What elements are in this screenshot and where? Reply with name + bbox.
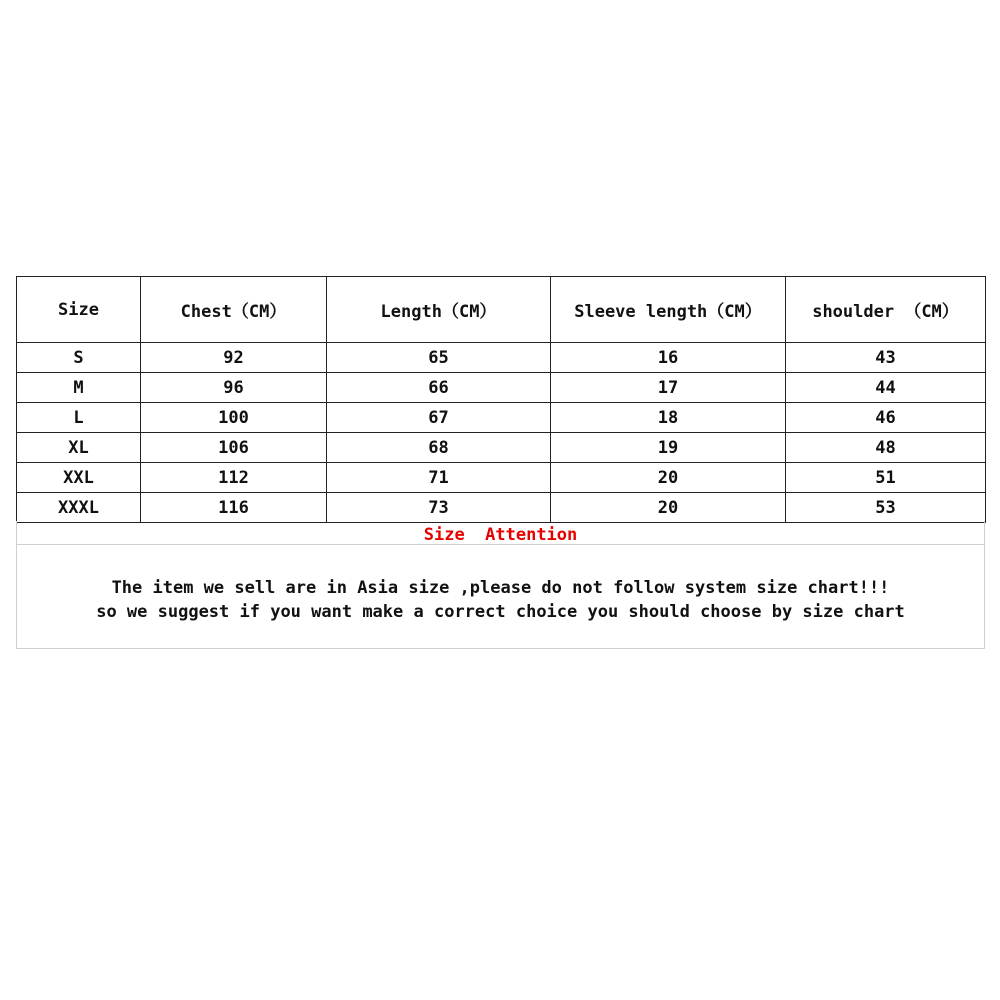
cell-sleeve-length: 17 [551, 373, 786, 403]
cell-length: 66 [327, 373, 551, 403]
cell-length: 73 [327, 493, 551, 523]
cell-length: 68 [327, 433, 551, 463]
cell-size: L [17, 403, 141, 433]
cell-size: XXL [17, 463, 141, 493]
cell-chest: 96 [141, 373, 327, 403]
cell-size: XL [17, 433, 141, 463]
table-row [17, 343, 986, 373]
cell-chest: 112 [141, 463, 327, 493]
size-attention-notice [16, 521, 985, 649]
cell-shoulder: 44 [786, 373, 986, 403]
size-chart-table [16, 276, 986, 523]
cell-shoulder: 43 [786, 343, 986, 373]
header-sleeve-length: Sleeve length（CM） [551, 277, 786, 343]
cell-shoulder: 46 [786, 403, 986, 433]
table-row [17, 493, 986, 523]
cell-sleeve-length: 18 [551, 403, 786, 433]
cell-length: 65 [327, 343, 551, 373]
cell-shoulder: 53 [786, 493, 986, 523]
cell-length: 71 [327, 463, 551, 493]
cell-chest: 106 [141, 433, 327, 463]
cell-sleeve-length: 19 [551, 433, 786, 463]
cell-chest: 92 [141, 343, 327, 373]
cell-size: S [17, 343, 141, 373]
cell-sleeve-length: 20 [551, 493, 786, 523]
table-row [17, 403, 986, 433]
cell-shoulder: 51 [786, 463, 986, 493]
header-size: Size [17, 277, 141, 343]
cell-sleeve-length: 16 [551, 343, 786, 373]
cell-size: XXXL [17, 493, 141, 523]
table-header-row [17, 277, 986, 343]
notice-line-1: The item we sell are in Asia size ,please do not follow system size chart!!! [111, 578, 890, 598]
notice-line-2: so we suggest if you want make a correct choice you should choose by size chart [96, 602, 905, 622]
cell-sleeve-length: 20 [551, 463, 786, 493]
table-row [17, 433, 986, 463]
header-chest: Chest（CM） [141, 277, 327, 343]
cell-chest: 116 [141, 493, 327, 523]
table-row [17, 463, 986, 493]
header-length: Length（CM） [327, 277, 551, 343]
header-shoulder: shoulder （CM） [786, 277, 986, 343]
table-row [17, 373, 986, 403]
cell-shoulder: 48 [786, 433, 986, 463]
cell-length: 67 [327, 403, 551, 433]
cell-size: M [17, 373, 141, 403]
cell-chest: 100 [141, 403, 327, 433]
size-attention-title: Size Attention [17, 521, 984, 545]
size-attention-message [17, 576, 984, 624]
